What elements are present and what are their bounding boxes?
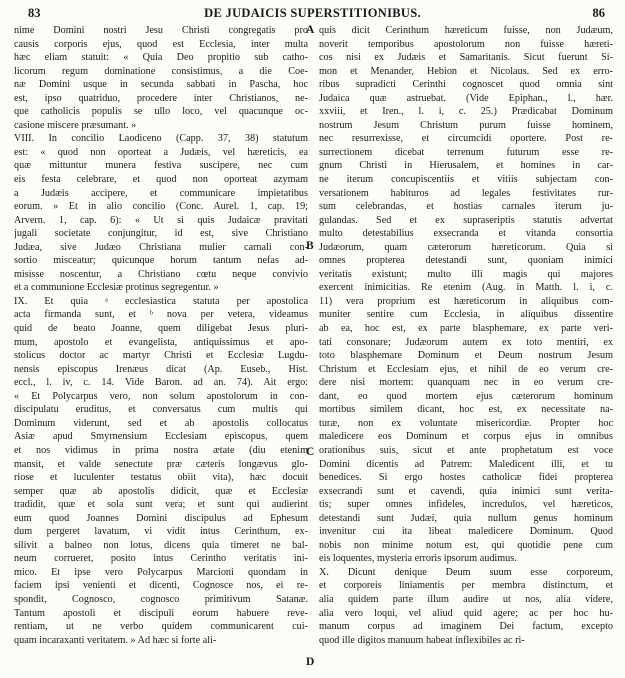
text-line: 11) vera proprium est hæreticorum in aliquibus com-	[319, 295, 613, 307]
text-line: dere nisi mortem: quanquam nec in eo verum cre-	[319, 377, 613, 389]
text-line: hæc eliam statuit: « Quia Deo propitio sub catho-	[14, 52, 308, 64]
text-line: Judaica quæ astruebat. (Vide Epiphan., l., hær.	[319, 92, 613, 104]
text-line: eccl., l. iv, c. 14. Vide Baron. ad an. 74). Ait ergo:	[14, 377, 308, 389]
text-line: omnes propterea detestandi sunt, quoniam inimici	[319, 255, 613, 267]
text-line: quid de beato Joanne, quem diligebat Jesus pluri-	[14, 323, 308, 335]
text-line: IX. Et quia ᵃ ecclesiastica statuta per apostolica	[14, 295, 308, 307]
text-line: « Et Polycarpus vero, non solum apostolorum in con-	[14, 390, 308, 402]
text-line: rentiam, ut ne verbo quidem communicarent cui-	[14, 621, 308, 633]
text-line: orationibus suis, sicut et ante prophetatum est voce	[319, 444, 613, 456]
text-line: surrectionem dicebat terrenum futurum esse re-	[319, 146, 613, 158]
text-line: multo detestabilius exsecranda et vitanda consortia	[319, 228, 613, 240]
text-line: silivit a balneo non lotus, dicens quia timeret ne bal-	[14, 539, 308, 551]
text-line: mortibus similem dicant, hoc est, ex necessitate na-	[319, 404, 613, 416]
text-line: que catholicis populis se ullo loco, vel quacunque oc-	[14, 106, 308, 118]
text-line: mansit, et valde senectute præ cæteris longævus glo-	[14, 458, 308, 470]
text-line: Dominum viderunt, sed et ab apostolis collocatus	[14, 417, 308, 429]
text-line: xxviii, et Iren., l. i, c. 25.) Prædicabat Dominum	[319, 106, 613, 118]
text-line: et nos vidimus in prima nostra ætate (diu etenim	[14, 444, 308, 456]
text-line: spondit, Cognosco, cognosco primitivum Satanæ.	[14, 593, 308, 605]
text-line: tis; super omnes infideles, incredulos, vel hæreticos,	[319, 499, 613, 511]
text-line: causis corporis ejus, quod est Ecclesia, inter multa	[14, 38, 308, 50]
text-line: dant, eo quod mortem ejus cæterorum hominum	[319, 390, 613, 402]
text-line: Judæa, sive Judæo Christiana mulier carnali con-	[14, 241, 308, 253]
text-line: cos nisi ex Judæis et Samaritanis. Sicut fuerunt Si-	[319, 52, 613, 64]
text-line: ribus supradicti Cerinthi cognoscet quod omnia sint	[319, 79, 613, 91]
text-line: jugali societate conjungitur, id est, sive Christiano	[14, 228, 308, 240]
text-line: ab ea, hoc est, ex parte blasphemare, ex parte veri-	[319, 323, 613, 335]
text-line: noverit temporibus apostolorum non fuisse hæreti-	[319, 38, 613, 50]
text-line: VIII. In concilio Laodiceno (Capp. 37, 38) statutum	[14, 133, 308, 145]
left-column	[14, 24, 308, 676]
text-line: gulandas. Sed et ex supraseriptis statutis advertat	[319, 214, 613, 226]
text-line: mico. Et ipse vero Polycarpus Marcioni quondam in	[14, 566, 308, 578]
text-line: exercent inimicitias. Re etenim (Aug. in Matth. l. i, c.	[319, 282, 613, 294]
text-line: eis festa celebrare, et quod non oporteat azymam	[14, 174, 308, 186]
text-line: misisse noscentur, a Christiano cœtu neque convivio	[14, 268, 308, 280]
text-line: tradidit, quæ et sola sunt vera; et sunt qui audierint	[14, 499, 308, 511]
text-line: quam incaraxanti veritatem. » Ad hæc si forte ali-	[14, 634, 217, 646]
text-line: manum corpus ad imaginem Dei factum, excepto	[319, 621, 613, 633]
text-line: discipulatu eruditus, et conversatus cum multis qui	[14, 404, 308, 416]
text-line: riose et luculenter testatus obiit vita), hæc docuit	[14, 472, 308, 484]
page-number-right: 86	[592, 6, 605, 20]
margin-letter-a: A	[306, 24, 315, 36]
margin-letter-c: C	[306, 446, 315, 458]
text-line: mon et Menander, Hebion et Nicolaus. Sed ex erro-	[319, 65, 613, 77]
text-line: næ Domini usque in secunda sabbati in Pascha, hoc	[14, 79, 308, 91]
text-line: Arvern. 1, cap. 6): « Ut si quis Judaicæ pravitati	[14, 214, 308, 226]
text-line: mum, apostolo et evangelista, antiquissimus et apo-	[14, 336, 308, 348]
text-line: et a communione Ecclesiæ protinus segregentur. »	[14, 282, 219, 294]
text-line: detestandi sunt Judæi, quia nullum genus hominum	[319, 512, 613, 524]
text-line: licorum regum dominatione consistimus, a die Coe-	[14, 65, 308, 77]
text-line: toto blasphemare Dominum et Deum nostrum Jesum	[319, 350, 613, 362]
text-line: est: « quod non oporteat a Judæis, vel hæreticis, ea	[14, 146, 308, 158]
text-line: exsecrandi sunt et cavendi, quia inimici sunt verita-	[319, 485, 613, 497]
text-line: eorum. » Et in alio concilio (Conc. Aurel. 1, cap. 19;	[14, 201, 308, 213]
text-line: maledicere eos Dominum et corpus ejus in omnibus	[319, 431, 613, 443]
running-title: DE JUDAICIS SUPERSTITIONIBUS.	[204, 6, 421, 20]
text-line: sortio misceatur; quicunque horum tantum nefas ad-	[14, 255, 308, 267]
text-line: semper quæ ab apostolis didicit, quæ et Ecclesiæ	[14, 485, 308, 497]
text-line: muniter sentire cum Ecclesia, in aliquibus dissentire	[319, 309, 613, 321]
text-line: faciem ipsi venienti et dicenti, Cognosce nos, ei re-	[14, 580, 308, 592]
right-column	[319, 24, 613, 676]
page-header	[14, 4, 611, 24]
text-line: tati consonare; Judæorum autem ex toto mentiri, ex	[319, 336, 613, 348]
text-line: invenitur cui ita libeat maledicere Dominum. Quod	[319, 526, 613, 538]
text-line: nostrum Jesum Christum purum fuisse hominem,	[319, 119, 613, 131]
text-line: quod ille digitos manuum habeat inflexibiles ac ri-	[319, 634, 525, 646]
text-line: nec resurrexisse, et circumcidi oportere. Post re-	[319, 133, 613, 145]
text-line: eum quod Joannes Domini discipulus ad Ephesum	[14, 512, 308, 524]
text-line: nobis non minime notum est, qui quotidie pene cum	[319, 539, 613, 551]
text-line: acta firmanda sunt, et ᵇ nova per vetera, videamus	[14, 309, 308, 321]
text-line: turæ, non ex voluntate misericordiæ. Propter hoc	[319, 417, 613, 429]
text-line: nime Domini nostri Jesu Christi congregatis pro	[14, 25, 308, 36]
text-line: alia quidem parte illum audire ut nos, alia videre,	[319, 593, 613, 605]
page-number-left: 83	[28, 6, 41, 20]
margin-letter-d: D	[306, 656, 315, 668]
text-line: Judæorum, quam cæterorum hæreticorum. Quia si	[319, 241, 613, 253]
text-line: Tantum apostoli et discipuli eorum habuere reve-	[14, 607, 308, 619]
text-line: X. Dicunt denique Deum suum esse corporeum,	[319, 566, 613, 578]
text-line: stolicus doctor ac martyr Christi et Ecclesiæ Lugdu-	[14, 350, 308, 362]
text-line: quæ mittuntur munera festiva suscipere, nec cum	[14, 160, 308, 172]
text-line: et corporeis liniamentis per membra distinctum, et	[319, 580, 613, 592]
text-line: nensis episcopus Irenæus dicat (Ap. Euseb., Hist.	[14, 363, 308, 375]
text-line: casione miscere præsumant. »	[14, 119, 137, 131]
text-line: a Judæis accipere, et communicare impietatibus	[14, 187, 308, 199]
text-line: Domini dicentis ad Patrem: Maledicent illi, et tu	[319, 458, 613, 470]
text-line: eis loquentes, mysteria erroris ipsorum audimus.	[319, 553, 517, 565]
text-line: gnum Christi in Hierusalem, et homines in car-	[319, 160, 613, 172]
text-line: est, ipso quatriduo, procedere inter Christianos, ne-	[14, 92, 308, 104]
text-line: veritatis existunt; multo illi magis qui majores	[319, 268, 613, 280]
text-line: alia vero loqui, vel aliud quid agere; ac per hoc hu-	[319, 607, 613, 619]
text-line: Asiæ apud Smyrnensium Ecclesiam episcopus, quem	[14, 431, 308, 443]
text-line: ne iterum concupiscentiis et vitiis subjectam con-	[319, 174, 613, 186]
text-line: dum pergeret lavatum, vi vidit intus Cerinthum, ex-	[14, 526, 308, 538]
margin-letter-b: B	[306, 240, 314, 252]
text-line: Christum et Ecclesiam ejus, et nihil de eo verum cre-	[319, 363, 613, 375]
text-line: quis dicit Cerinthum hæreticum fuisse, non Judæum,	[319, 25, 613, 36]
text-line: benedices. Si ergo hostes catholicæ fidei propterea	[319, 472, 613, 484]
text-line: sum celebrandas, et hostias carnales iterum ju-	[319, 201, 613, 213]
text-line: versationem habituros ad legales festivitates rur-	[319, 187, 613, 199]
text-line: neum corrueret, posito intus Cerintho veritatis ini-	[14, 553, 308, 565]
